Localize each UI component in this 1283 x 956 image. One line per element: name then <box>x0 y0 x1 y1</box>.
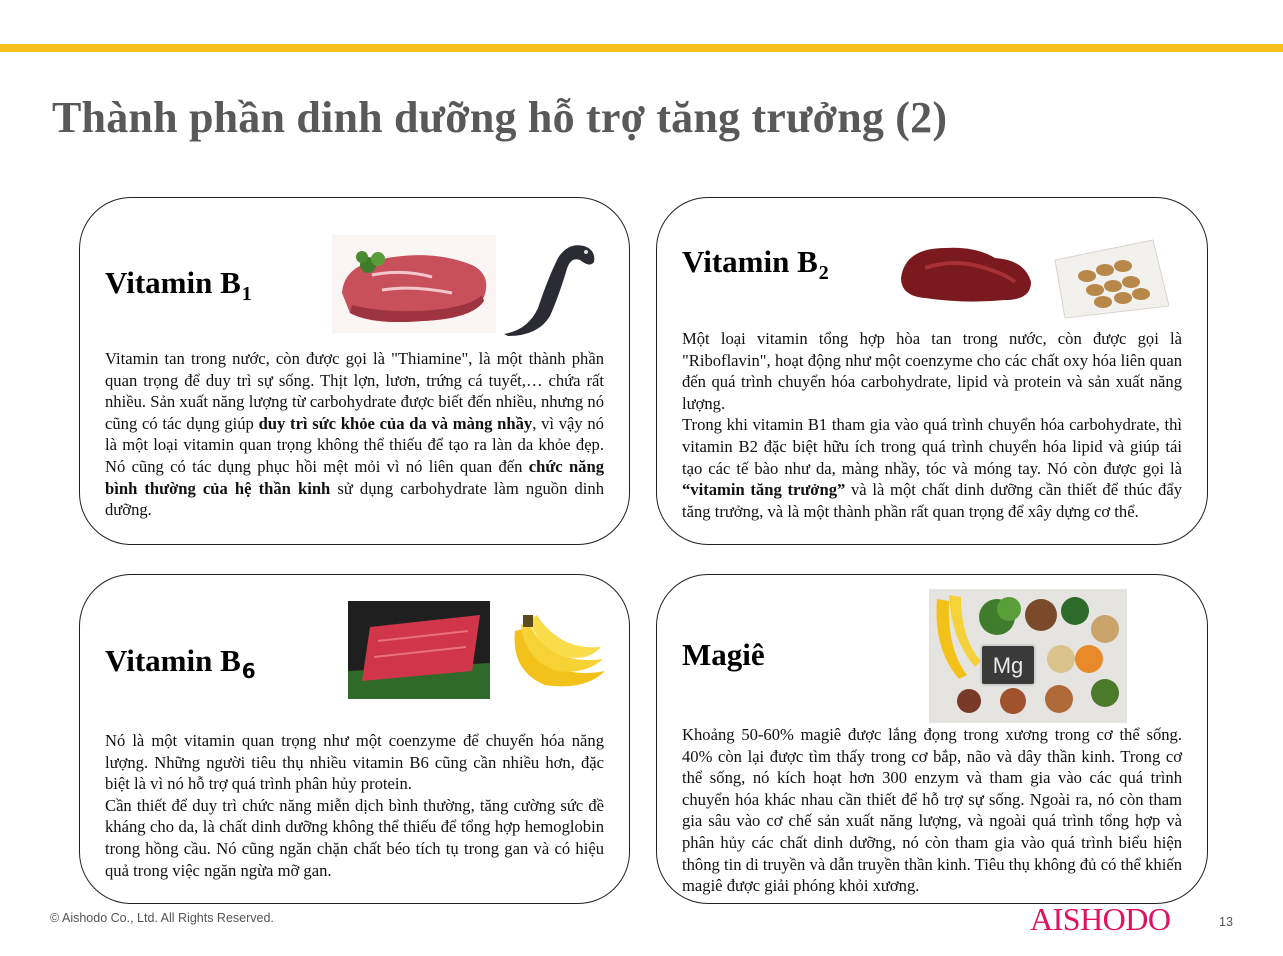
top-accent-bar <box>0 44 1283 52</box>
heading-main: Vitamin B <box>682 244 818 279</box>
bold-run: duy trì sức khỏe của da và màng nhầy <box>258 413 533 433</box>
liver-icon <box>895 238 1037 308</box>
card-body-text <box>682 328 1182 522</box>
card-heading <box>682 244 829 285</box>
bold-run: chức năng bình thường của hệ thần kinh <box>105 456 604 498</box>
text-run: Vitamin tan trong nước, còn được gọi là "Thiamine", là một thành phần quan trọng để duy trì sự sống. Thịt lợn, lươn, trứng cá tuyết,… chứa rất nhiều. Sản xuất năng lượng từ carbohydrate được biết đến nhiều, nhưng nó cũng có tác dụng giúp <box>105 349 604 433</box>
card-vitamin-b1 <box>79 197 630 545</box>
card-paragraph: Một loại vitamin tổng hợp hòa tan trong nước, còn được gọi là "Riboflavin", hoạt động như một coenzyme cho các chất oxy hóa liên quan đến quá trình chuyển hóa carbohydrate, lipid và protein và sản xuất năng lượng. <box>682 329 1182 413</box>
company-logo: AISHODO <box>1030 901 1171 937</box>
card-heading <box>105 643 256 683</box>
card-heading: Magiê <box>682 637 765 672</box>
slide-title: Thành phần dinh dưỡng hỗ trợ tăng trưởng (2) <box>52 93 948 142</box>
mg-label: Mg <box>992 653 1024 678</box>
banana-icon <box>505 611 609 691</box>
raw-meat-icon <box>332 235 496 333</box>
card-vitamin-b2 <box>656 197 1208 545</box>
text-run: sử dụng carbohydrate làm nguồn dinh dưỡng. <box>105 478 604 520</box>
heading-subscript: 6 <box>241 659 256 683</box>
card-body-text <box>682 724 1182 897</box>
natto-icon <box>1047 236 1173 320</box>
card-body-text <box>105 730 604 881</box>
card-body-text <box>105 348 604 521</box>
card-paragraph <box>105 348 604 521</box>
text-run: Trong khi vitamin B1 tham gia vào quá trình chuyển hóa carbohydrate, thì vitamin B2 đặc biệt hữu ích trong quá trình chuyển hóa lipid và giúp tái tạo các tế bào như da, màng nhầy, tóc và móng tay. Nó còn được gọi là <box>682 415 1182 478</box>
card-magnesium <box>656 574 1208 904</box>
heading-subscript: 2 <box>818 262 829 284</box>
text-run: , vì vậy nó là một loại vitamin quan trọng không thể thiếu để tạo ra làn da khỏe đẹp. Nó cũng có tác dụng phục hồi mệt mỏi vì nó liên quan đến <box>105 413 604 476</box>
card-paragraph: Cần thiết để duy trì chức năng miễn dịch bình thường, tăng cường sức đề kháng cho da, là chất dinh dưỡng không thể thiếu để tổng hợp hemoglobin trong hồng cầu. Nó cũng ngăn chặn chất béo tích tụ trong gan và có hiệu quả trong việc ngăn ngừa mỡ gan. <box>105 795 604 880</box>
heading-main: Vitamin B <box>105 265 241 300</box>
card-heading <box>105 265 252 306</box>
card-paragraph <box>682 414 1182 522</box>
card-paragraph: Nó là một vitamin quan trọng như một coenzyme để chuyển hóa năng lượng. Những người tiêu thụ nhiều vitamin B6 cũng cần nhiều hơn, đặc biệt là vì nó hỗ trợ quá trình phân hủy protein. <box>105 731 604 794</box>
eel-icon <box>498 238 602 338</box>
page-number: 13 <box>1219 915 1233 929</box>
card-paragraph: Khoảng 50-60% magiê được lắng đọng trong xương trong cơ thể sống. 40% còn lại được tìm thấy trong cơ bắp, não và dây thần kinh. Trong cơ thể sống, nó kích hoạt hơn 300 enzym và tham gia vào các quá trình chuyển hóa khác nhau cần thiết để hỗ trợ sự sống. Ngoài ra, nó còn tham gia sâu vào cơ chế sản xuất năng lượng, và ngoài quá trình tổng hợp và phân hủy các chất dinh dưỡng, nó còn tham gia vào quá trình biểu hiện thông tin di truyền và dẫn truyền thần kinh. Tiêu thụ không đủ có thể khiến magiê được giải phóng khỏi xương. <box>682 725 1182 896</box>
card-vitamin-b6 <box>79 574 630 904</box>
copyright-text: © Aishodo Co., Ltd. All Rights Reserved. <box>50 911 274 925</box>
bold-run: “vitamin tăng trưởng” <box>682 480 846 500</box>
text-run: và là một chất dinh dưỡng cần thiết để thúc đẩy tăng trưởng, và là một thành phần rất quan trọng để xây dựng cơ thể. <box>682 480 1182 521</box>
heading-main: Vitamin B <box>105 643 241 678</box>
tuna-icon <box>348 601 490 699</box>
magnesium-foods-icon <box>929 589 1127 723</box>
heading-subscript: 1 <box>241 283 252 305</box>
